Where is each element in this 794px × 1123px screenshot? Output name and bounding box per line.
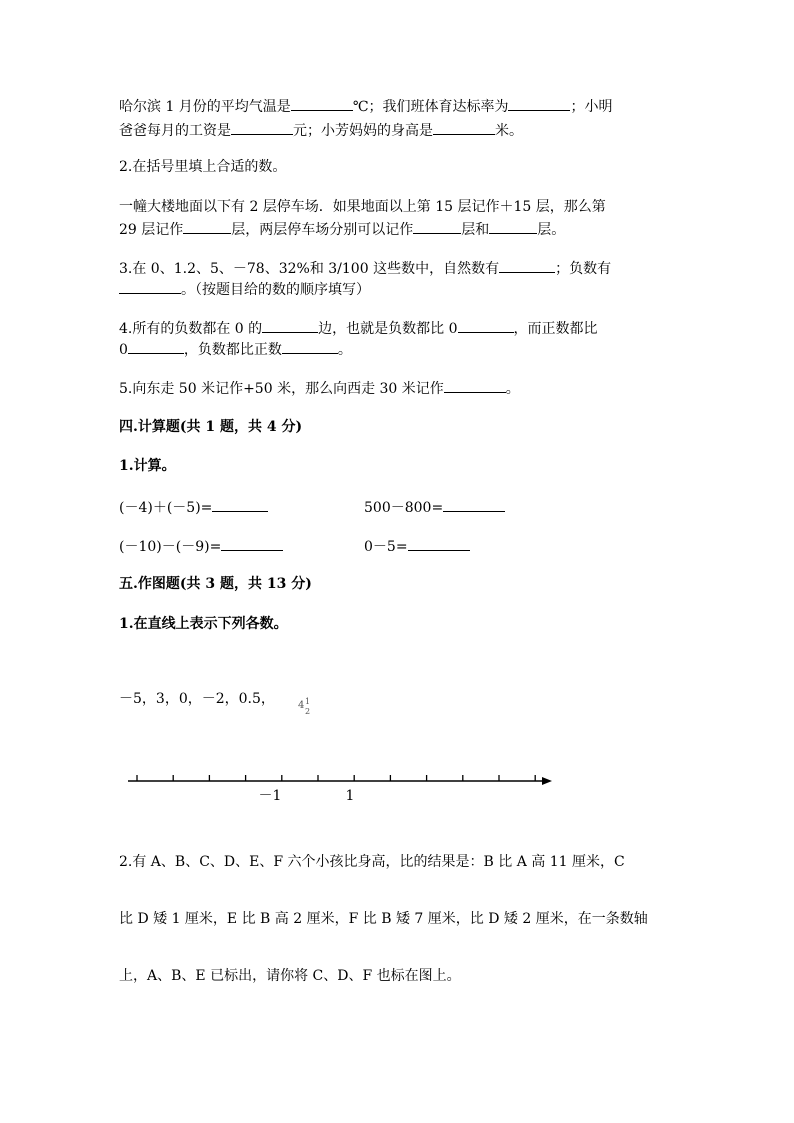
tick-label-neg1: －1 (258, 788, 282, 804)
mixed-number-denominator: 2 (305, 707, 311, 716)
text: ，而正数都比 (513, 321, 598, 337)
mixed-number-whole: 4 (298, 700, 305, 711)
text: 层和 (461, 222, 490, 238)
text: 哈尔滨 1 月份的平均气温是 (119, 99, 291, 115)
text: 。（按题目给的数的顺序填写） (181, 282, 370, 298)
section-heading: 四.计算题(共 1 题，共 4 分) (119, 419, 303, 435)
tick-label-pos1: 1 (345, 788, 355, 804)
text: ℃；我们班体育达标率为 (352, 99, 509, 115)
text: 边，也就是负数都比 0 (318, 321, 458, 337)
text: 。 (337, 342, 352, 358)
expression: 500－800= (364, 500, 444, 516)
expression: 0－5= (364, 539, 408, 555)
question-text: 比 D 矮 1 厘米，E 比 B 高 2 厘米，F 比 B 矮 7 厘米，比 D 矮 2 厘米，在一条数轴 (119, 911, 648, 927)
text: 5.向东走 50 米记作+50 米，那么向西走 30 米记作 (119, 381, 444, 397)
question-text: 一幢大楼地面以下有 2 层停车场．如果地面以上第 15 层记作＋15 层，那么第 (119, 199, 606, 215)
question-title: 1.计算。 (119, 458, 176, 474)
question-text: 上，A、B、E 已标出，请你将 C、D、F 也标在图上。 (119, 968, 461, 984)
question-title: 2.在括号里填上合适的数。 (119, 159, 287, 175)
text: 。 (505, 381, 520, 397)
text: 29 层记作 (119, 222, 184, 238)
text: 3.在 0、1.2、5、－78、32%和 3/100 这些数中，自然数有 (119, 261, 500, 277)
text: 米。 (495, 123, 523, 139)
text: ；负数有 (555, 261, 612, 277)
text: ，负数都比正数 (183, 342, 282, 358)
question-text: 2.有 A、B、C、D、E、F 六个小孩比身高，比的结果是：B 比 A 高 11 厘米，C (119, 854, 625, 870)
expression: (－10)－(－9)= (119, 539, 222, 555)
question-title: 1.在直线上表示下列各数。 (119, 616, 288, 632)
numbers-to-plot: －5，3，0，－2，0.5， (119, 691, 275, 707)
text: 爸爸每月的工资是 (119, 123, 231, 139)
text: 元；小芳妈妈的身高是 (293, 123, 433, 139)
number-line-arrow (542, 777, 552, 785)
mixed-number-numerator: 1 (305, 697, 311, 706)
text: ；小明 (570, 99, 613, 115)
text: 层，两层停车场分别可以记作 (231, 222, 414, 238)
section-heading: 五.作图题(共 3 题，共 13 分) (119, 576, 312, 592)
expression: (－4)＋(－5)= (119, 500, 213, 516)
text: 层。 (537, 222, 566, 238)
text: 0 (119, 342, 128, 358)
tick-group (137, 775, 535, 781)
text: 4.所有的负数都在 0 的 (119, 321, 263, 337)
